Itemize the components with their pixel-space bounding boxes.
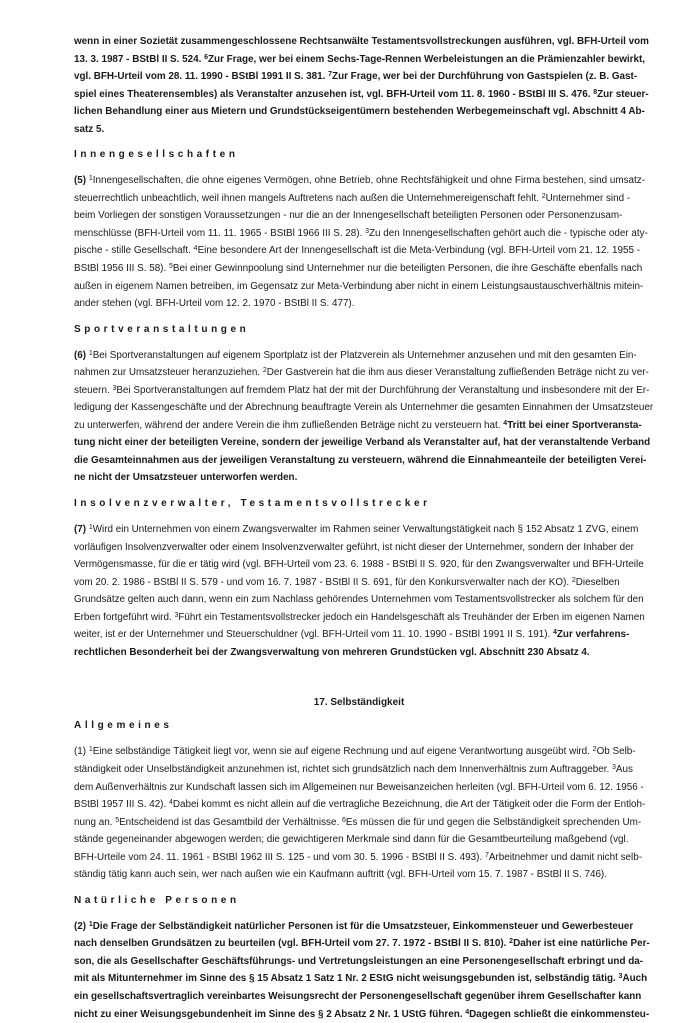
text-line	[74, 86, 649, 104]
sentence-number: 4	[552, 629, 557, 637]
text-run: außen in eigenem Namen betreiben, im Gegensatz zur Meta-Verbindung aber nicht in einem Leistungsaustauschverhältnis mitein-	[74, 280, 644, 292]
text-run: Dabei kommt es nicht allein auf die vertragliche Bezeichnung, die Art der Tätigkeit oder die Form der Entloh-	[172, 799, 646, 811]
text-line	[74, 761, 644, 779]
sentence-number: 7	[328, 71, 333, 79]
text-line	[74, 417, 644, 435]
text-run: zu unterwerfen, während der andere Verein die ihm zufließenden Beträge nicht zu versteuern hat.	[74, 419, 504, 431]
text-run: ein gesellschaftsvertraglich vereinbartes Weisungsrecht der Personengesellschaft gegenüber ihrem Gesellschafter kann	[74, 990, 642, 1002]
text-line	[74, 242, 644, 260]
sentence-number: 1	[88, 524, 93, 532]
text-run: (6)	[74, 349, 89, 361]
text-run: Bei Sportveranstaltungen auf fremdem Platz hat der mit der Durchführung der Veranstaltung und insbesondere mit der Er-	[116, 384, 650, 396]
text-line	[74, 970, 648, 988]
text-run: rechtlichen Besonderheit bei der Zwangsverwaltung von mehreren Grundstücken vgl. Abschnitt 230 Absatz 4.	[74, 646, 590, 658]
text-run: (7)	[74, 524, 89, 536]
sentence-number: 1	[88, 920, 93, 928]
paragraph-continuation	[74, 33, 649, 138]
sentence-number: 2	[592, 746, 597, 754]
text-line	[74, 51, 644, 69]
sentence-number: 1	[88, 349, 93, 357]
paragraph-1-allgemeines	[74, 743, 644, 883]
text-line	[74, 814, 644, 832]
text-run: BStBl 1957 III S. 42).	[74, 799, 169, 811]
text-line	[74, 644, 644, 662]
text-run: Unternehmer sind -	[545, 192, 631, 204]
text-run: ledigung der Kassengeschäfte und der Abrechnung beauftragte Verein als Unternehmer die gesamten Einnahmen der Umsatzsteuer	[74, 402, 654, 414]
text-run: Daher ist eine natürliche Per-	[513, 938, 650, 950]
text-line	[74, 260, 644, 278]
text-line	[74, 556, 644, 574]
text-run: Erben fortgeführt wird.	[74, 611, 175, 623]
text-run: Der Gastverein hat die ihm aus dieser Veranstaltung zufließenden Beträge nicht zu ver-	[266, 367, 649, 379]
text-run: Tritt bei einer Sportveransta-	[507, 419, 642, 431]
text-line	[74, 743, 644, 761]
text-line	[74, 866, 644, 884]
sentence-number: 2	[571, 576, 576, 584]
text-run: nach denselben Grundsätzen zu beurteilen (vgl. BFH-Urteil vom 27. 7. 1972 - BStBl II S. 810).	[74, 938, 510, 950]
text-line	[74, 796, 644, 814]
sentence-number: 2	[541, 192, 546, 200]
text-run: Eine selbständige Tätigkeit liegt vor, wenn sie auf eigene Rechnung und auf eigene Verantwortung ausgeübt wird.	[92, 746, 593, 758]
text-line	[74, 988, 644, 1006]
sentence-number: 3	[618, 973, 623, 981]
sentence-number: 7	[484, 851, 489, 859]
text-run: weiter, ist er der Unternehmer und Steuerschuldner (vgl. BFH-Urteil vom 11. 10. 1990 - BStBl 1991 II S. 191).	[74, 629, 553, 641]
text-line	[74, 364, 649, 382]
text-line	[74, 190, 644, 208]
text-run: nung an.	[74, 816, 116, 828]
text-line	[74, 382, 650, 400]
text-run: BFH-Urteile vom 24. 11. 1961 - BStBl 1962 III S. 125 - und vom 30. 5. 1996 - BStBl II S. 493).	[74, 851, 485, 863]
text-run: ständigkeit oder Unselbständigkeit anzunehmen ist, richtet sich grundsätzlich nach dem Innenverhältnis zum Auftraggeber.	[74, 763, 612, 775]
text-run: ander stehen (vgl. BFH-Urteil vom 12. 2. 1970 - BStBl II S. 477).	[74, 298, 355, 310]
text-run: vgl. BFH-Urteil vom 28. 11. 1990 - BStBl 1991 II S. 381.	[74, 71, 329, 83]
section-heading-natuerliche-personen: Natürliche Personen	[74, 894, 240, 906]
text-line	[74, 1006, 650, 1023]
text-run: Eine besondere Art der Innengesellschaft ist die Meta-Verbindung (vgl. BFH-Urteil vom 21. 12. 1955 -	[197, 245, 640, 257]
text-run: beim Vorliegen der sonstigen Voraussetzungen - nur die an der Innengesellschaft beteiligten Personen oder Personenzusam-	[74, 210, 623, 222]
text-run: die Gesamteinnahmen aus der jeweiligen Veranstaltung zu versteuern, während die Einnahmeanteile der beteiligten Verei-	[74, 454, 647, 466]
text-line	[74, 953, 644, 971]
text-line	[74, 521, 644, 539]
text-run: Bei einer Gewinnpoolung sind Unternehmer nur die beteiligten Personen, die ihre Geschäfte ebenfalls nach	[172, 263, 643, 275]
sentence-number: 5	[115, 816, 120, 824]
text-line	[74, 121, 644, 139]
text-line	[74, 626, 644, 644]
text-run: steuern.	[74, 384, 113, 396]
text-run: nahmen zur Umsatzsteuer heranzuziehen.	[74, 367, 263, 379]
text-run: Innengesellschaften, die ohne eigenes Vermögen, ohne Betrieb, ohne Rechtsfähigkeit und ohne Firma bestehen, sind umsatz-	[92, 175, 645, 187]
text-line	[74, 935, 650, 953]
text-line	[74, 295, 644, 313]
text-run: menschlüsse (BFH-Urteil vom 11. 11. 1965 - BStBl 1966 III S. 28).	[74, 227, 366, 239]
text-run: (1)	[74, 746, 89, 758]
text-line	[74, 591, 644, 609]
text-run: Entscheidend ist das Gesamtbild der Verhältnisse.	[119, 816, 342, 828]
text-run: satz 5.	[74, 123, 105, 135]
chapter-title: 17. Selbständigkeit	[313, 697, 405, 709]
text-run: Arbeitnehmer und damit nicht selb-	[488, 851, 642, 863]
text-run: Dieselben	[575, 576, 620, 588]
paragraph-6-sportveranstaltungen	[74, 347, 654, 487]
text-run: stände gegeneinander abgewogen werden; die gewichtigeren Merkmale sind dann für die Gesamtbeurteilung maßgebend (vgl.	[74, 834, 629, 846]
section-heading-sportveranstaltungen: Sportveranstaltungen	[74, 323, 250, 335]
text-line	[74, 779, 644, 797]
text-run: Dagegen schließt die einkommensteu-	[469, 1008, 650, 1020]
sentence-number: 4	[465, 1008, 470, 1016]
text-run: vorläufigen Insolvenzverwalter oder einem Insolvenzverwalter geführt, ist nicht dieser der Unternehmer, sondern der Inhaber der	[74, 541, 634, 553]
text-run: nicht zu einer Weisungsgebundenheit im Sinne des § 2 Absatz 2 Nr. 1 UStG führen.	[74, 1008, 466, 1020]
sentence-number: 2	[509, 938, 514, 946]
text-line	[74, 539, 644, 557]
text-run: son, die als Gesellschafter Geschäftsführungs- und Vertretungsleistungen an eine Personengesellschaft erbringt und da-	[74, 955, 644, 967]
section-heading-innengesellschaften: Innengesellschaften	[74, 149, 239, 161]
text-run: wenn in einer Sozietät zusammengeschlossene Rechtsanwälte Testamentsvollstreckungen ausführen, vgl. BFH-Urteil vom	[74, 36, 649, 47]
text-line	[74, 103, 644, 121]
paragraph-2-natuerliche-personen	[74, 918, 650, 1023]
text-line	[74, 172, 644, 190]
text-run: (5)	[74, 175, 89, 187]
text-line	[74, 225, 648, 243]
section-heading-allgemeines: Allgemeines	[74, 720, 173, 732]
text-run: Auch	[622, 973, 648, 985]
sentence-number: 6	[204, 53, 208, 61]
sentence-number: 1	[88, 746, 93, 754]
text-run: 13. 3. 1987 - BStBl II S. 524.	[74, 53, 205, 65]
text-line	[74, 278, 644, 296]
text-run: vom 20. 2. 1986 - BStBl II S. 579 - und vom 16. 7. 1987 - BStBl II S. 691, für den Konkursverwalter nach der KO).	[74, 576, 572, 588]
text-run: Zu den Innengesellschaften gehört auch die - typische oder aty-	[368, 227, 648, 239]
text-run: Die Frage der Selbständigkeit natürlicher Personen ist für die Umsatzsteuer, Einkommensteuer und Gewerbesteuer	[92, 920, 634, 932]
text-run: spiel eines Theaterensembles) als Veranstalter anzusehen ist, vgl. BFH-Urteil vom 11. 8. 1960 - BStBl III S. 476.	[74, 88, 594, 100]
text-line	[74, 918, 644, 936]
text-run: Es müssen die für und gegen die Selbständigkeit sprechenden Um-	[345, 816, 642, 828]
sentence-number: 4	[168, 799, 173, 807]
text-run: Führt ein Testamentsvollstrecker jedoch ein Handelsgeschäft als Treuhänder der Erben im eigenen Namen	[178, 611, 645, 623]
sentence-number: 3	[174, 611, 179, 619]
sentence-number: 1	[88, 175, 93, 183]
sentence-number: 3	[611, 763, 616, 771]
sentence-number: 2	[262, 367, 267, 375]
sentence-number: 5	[168, 263, 173, 271]
sentence-number: 3	[112, 384, 117, 392]
text-line	[74, 469, 644, 487]
section-heading-insolvenzverwalter: Insolvenzverwalter, Testamentsvollstrecker	[74, 498, 431, 510]
sentence-number: 8	[593, 88, 598, 96]
sentence-number: 4	[503, 419, 508, 427]
text-run: BStBl 1956 III S. 58).	[74, 263, 169, 275]
text-line	[74, 347, 644, 365]
text-run: Grundsätze gelten auch dann, wenn ein zum Nachlass gehörendes Unternehmen vom Testamentsvollstrecker als solchem für den	[74, 594, 644, 606]
text-line	[74, 399, 654, 417]
text-line	[74, 831, 644, 849]
text-run: pische - stille Gesellschaft.	[74, 245, 194, 257]
text-line	[74, 609, 644, 627]
text-run: Bei Sportveranstaltungen auf eigenem Sportplatz ist der Platzverein als Unternehmer anzusehen und mit den gesamten Ein-	[92, 349, 637, 361]
text-run: dem Außenverhältnis zur Kundschaft lassen sich im Allgemeinen nur Beweisanzeichen herleiten (vgl. BFH-Urteil vom 6. 12. 1956 -	[74, 781, 644, 793]
text-run: Aus	[615, 763, 633, 775]
text-line	[74, 33, 649, 51]
text-run: tung nicht einer der beteiligten Vereine, sondern der jeweilige Verband als Veranstalter auf, hat der veranstaltende Verband	[74, 437, 651, 449]
sentence-number: 4	[193, 245, 198, 253]
text-run: Zur steuer-	[597, 88, 649, 100]
text-line	[74, 452, 647, 470]
sentence-number: 6	[341, 816, 346, 824]
text-line	[74, 574, 644, 592]
paragraph-5-innengesellschaften	[74, 172, 648, 312]
sentence-number: 3	[365, 227, 369, 235]
text-run: mit als Mitunternehmer im Sinne des § 15 Absatz 1 Satz 1 Nr. 2 EStG nicht weisungsgebunden ist, selbständig tätig.	[74, 973, 619, 985]
text-run: Ob Selb-	[596, 746, 636, 758]
text-run: steuerrechtlich unbeachtlich, weil ihnen mangels Auftretens nach außen die Unternehmereigenschaft fehlt.	[74, 192, 542, 204]
text-line	[74, 207, 644, 225]
text-line	[74, 68, 644, 86]
paragraph-7-insolvenzverwalter	[74, 521, 644, 661]
text-line	[74, 434, 651, 452]
text-line	[74, 849, 644, 867]
text-run: Wird ein Unternehmen von einem Zwangsverwalter im Rahmen seiner Verwaltungstätigkeit nach § 152 Absatz 1 ZVG, einem	[92, 524, 639, 536]
text-run: Zur Frage, wer bei einem Sechs-Tage-Rennen Werbeleistungen an die Prämienzahler bewirkt,	[208, 53, 645, 65]
text-run: Zur verfahrens-	[556, 629, 630, 641]
text-run: Zur Frage, wer bei der Durchführung von Gastspielen (z. B. Gast-	[332, 71, 638, 83]
text-run: ne nicht der Umsatzsteuer unterworfen werden.	[74, 472, 298, 484]
text-run: Vermögensmasse, für die er tätig wird (vgl. BFH-Urteil vom 23. 6. 1988 - BStBl II S. 920, für den Zwangsverwalter und BFH-Urteile	[74, 559, 644, 571]
text-run: lichen Behandlung einer aus Mietern und Grundstückseigentümern bestehenden Werbegemeinschaft vgl. Abschnitt 4 Ab-	[74, 106, 645, 118]
text-run: ständig tätig kann auch sein, wer nach außen wie ein Kaufmann auftritt (vgl. BFH-Urteil vom 15. 7. 1987 - BStBl II S. 746).	[74, 869, 607, 881]
text-run: (2)	[74, 920, 89, 932]
